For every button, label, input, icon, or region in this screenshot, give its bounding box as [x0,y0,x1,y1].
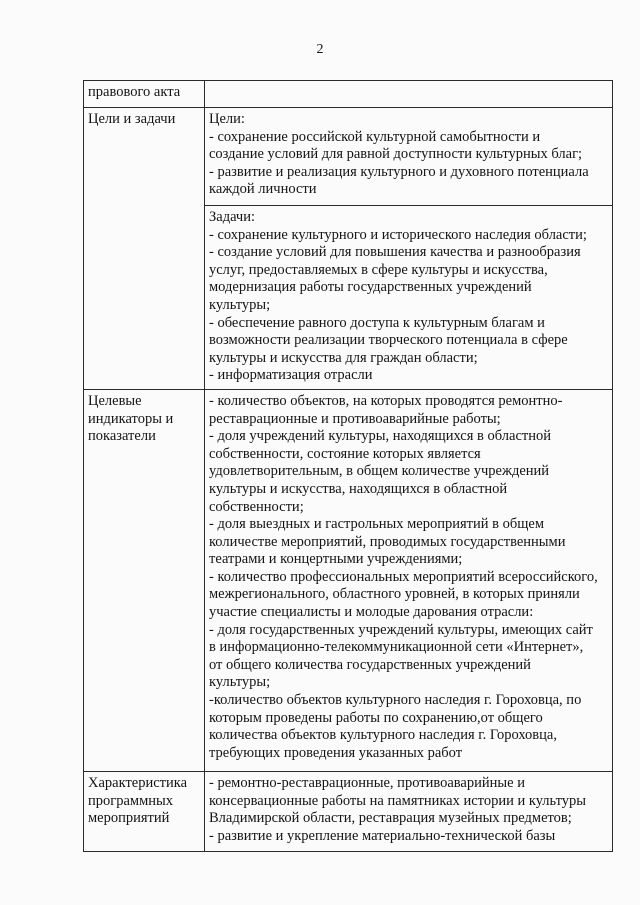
tasks-line: - обеспечение равного доступа к культурным благам и [209,314,545,331]
row-label-cell [84,108,205,390]
table-row [84,81,613,108]
tasks-cell [205,206,613,390]
row-label-cell [84,771,205,851]
activity-line: консервационные работы на памятниках истории и культуры [209,792,586,809]
indicator-line: собственности; [209,498,304,515]
indicator-line: реставрационные и противоаварийные работы; [209,410,501,427]
tasks-line: - создание условий для повышения качества и разнообразия [209,244,581,261]
indicator-line: которым проведены работы по сохранению,от общего [209,709,543,726]
row-label-line: правового акта [88,84,181,100]
tasks-line: - сохранение культурного и исторического наследия области; [209,226,587,243]
goals-line: - сохранение российской культурной самобытности и [209,128,541,145]
row-label-line: программных [88,792,173,809]
goals-line: - развитие и реализация культурного и духовного потенциала [209,163,589,180]
activities-cell [205,771,613,851]
table-row [84,108,613,206]
program-passport-table [83,80,613,852]
tasks-line: культуры; [209,296,271,313]
row-label-line: мероприятий [88,810,170,827]
goals-cell [205,108,613,206]
indicator-line: -количество объектов культурного наследия г. Гороховца, по [209,692,582,709]
indicator-line: - доля государственных учреждений культуры, имеющих сайт [209,621,593,638]
tasks-line: услуг, предоставляемых в сфере культуры и искусства, [209,261,548,278]
activity-line: Владимирской области, реставрация музейных предметов; [209,810,572,827]
indicator-line: количестве мероприятий, проводимых государственными [209,533,566,550]
tasks-heading: Задачи: [209,209,256,225]
indicator-line: количества объектов культурного наследия г. Гороховца, [209,727,557,744]
tasks-line: модернизация работы государственных учреждений [209,279,532,296]
indicator-line: от общего количества государственных учреждений [209,656,531,673]
row-label-line: Целевые [88,392,142,409]
table-row [84,771,613,851]
row-label-line: индикаторы и [88,410,174,427]
tasks-line: - информатизация отрасли [209,367,373,384]
row-label-line: Характеристика [88,774,188,791]
indicator-line: театрами и концертными учреждениями; [209,551,463,568]
indicator-line: - количество профессиональных мероприятий всероссийского, [209,568,598,585]
indicator-line: участие специалисты и молодые дарования отрасли: [209,604,534,621]
row-content-cell [205,81,613,108]
goals-line: создание условий для равной доступности культурных благ; [209,146,583,163]
row-label-line: Цели и задачи [88,111,176,127]
indicator-line: удовлетворительным, в общем количестве учреждений [209,463,550,480]
indicator-line: - доля выездных и гастрольных мероприятий в общем [209,516,545,533]
row-label-line: показатели [88,428,156,445]
indicators-cell [205,389,613,771]
activity-line: - ремонтно-реставрационные, противоаварийные и [209,774,525,791]
indicator-line: в информационно-телекоммуникационной сети «Интернет», [209,639,584,656]
activity-line: - развитие и укрепление материально-технической базы [209,827,556,844]
indicator-line: собственности, состояние которых является [209,445,481,462]
indicator-line: культуры; [209,674,271,691]
goals-line: каждой личности [209,181,317,198]
indicator-line: требующих проведения указанных работ [209,744,463,761]
row-label-cell [84,81,205,108]
tasks-line: возможности реализации творческого потенциала в сфере [209,332,568,349]
tasks-line: культуры и искусства для граждан области; [209,349,478,366]
goals-heading: Цели: [209,111,245,127]
indicator-line: культуры и искусства, находящихся в областной [209,480,508,497]
table-row [84,389,613,771]
indicator-line: - количество объектов, на которых проводятся ремонтно- [209,392,563,409]
indicator-line: - доля учреждений культуры, находящихся в областной [209,428,551,445]
page-number: 2 [316,42,324,57]
indicator-line: межрегионального, областного уровней, в которых приняли [209,586,580,603]
row-label-cell [84,389,205,771]
